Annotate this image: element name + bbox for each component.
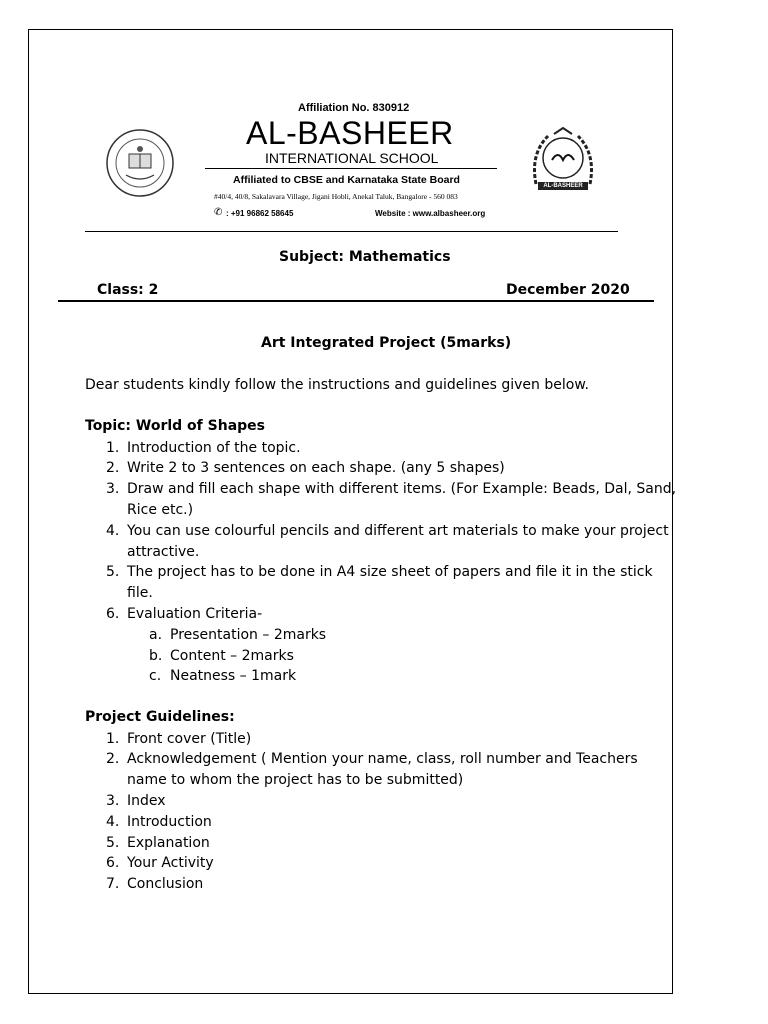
topic-item-text-4-line-2: attractive. <box>127 543 200 560</box>
topic-item-number-5: 5. <box>106 564 120 581</box>
header-bottom-rule <box>85 231 618 232</box>
date-label: December 2020 <box>506 282 630 298</box>
guideline-item-text-2: Acknowledgement ( Mention your name, class, roll number and Teachers <box>127 751 638 768</box>
topic-item-text-5-line-2: file. <box>127 585 153 602</box>
school-website: Website : www.albasheer.org <box>375 209 486 218</box>
header-divider <box>205 168 497 169</box>
guideline-item-text-3: Index <box>127 792 166 809</box>
topic-item-number-4: 4. <box>106 522 120 539</box>
class-label: Class: 2 <box>97 282 159 298</box>
criteria-text-1: Presentation – 2marks <box>170 626 327 643</box>
guideline-item-number-5: 5. <box>106 834 120 851</box>
phone-icon: ✆ <box>214 207 223 218</box>
criteria-letter-2: b. <box>149 647 163 664</box>
topic-item-text-3-line-2: Rice etc.) <box>127 501 194 518</box>
cbse-emblem-icon <box>104 127 176 199</box>
school-subtitle: INTERNATIONAL SCHOOL <box>265 150 439 166</box>
guideline-item-text-4: Introduction <box>127 813 212 830</box>
topic-item-number-2: 2. <box>106 460 120 477</box>
guideline-item-text-7: Conclusion <box>127 876 204 893</box>
topic-item-text-4: You can use colourful pencils and different art materials to make your project <box>127 522 669 539</box>
guideline-item-number-7: 7. <box>106 876 120 893</box>
guideline-item-text-5: Explanation <box>127 834 210 851</box>
topic-item-text-5: The project has to be done in A4 size sheet of papers and file it in the stick <box>127 564 653 581</box>
subject-heading: Subject: Mathematics <box>279 249 451 265</box>
topic-item-number-3: 3. <box>106 481 120 498</box>
guideline-item-number-4: 4. <box>106 813 120 830</box>
topic-item-text-6: Evaluation Criteria- <box>127 605 263 622</box>
school-address: #40/4, 40/8, Sakalavara Village, Jigani Hobli, Anekal Taluk, Bangalore - 560 083 <box>214 192 458 201</box>
topic-heading: Topic: World of Shapes <box>85 418 265 434</box>
topic-item-number-6: 6. <box>106 605 120 622</box>
criteria-letter-1: a. <box>149 626 163 643</box>
class-rule <box>58 300 654 302</box>
intro-text: Dear students kindly follow the instructions and guidelines given below. <box>85 377 589 393</box>
affiliation-boards: Affiliated to CBSE and Karnataka State Board <box>233 174 460 186</box>
guideline-item-number-3: 3. <box>106 792 120 809</box>
guideline-item-number-1: 1. <box>106 730 120 747</box>
guideline-item-number-2: 2. <box>106 751 120 768</box>
project-title: Art Integrated Project (5marks) <box>261 335 512 351</box>
guideline-item-number-6: 6. <box>106 855 120 872</box>
criteria-letter-3: c. <box>149 668 162 685</box>
guideline-item-text-1: Front cover (Title) <box>127 730 252 747</box>
school-name: AL-BASHEER <box>246 115 454 151</box>
school-phone: : +91 96862 58645 <box>226 209 294 218</box>
guideline-item-text-2-line-2: name to whom the project has to be submitted) <box>127 772 464 789</box>
topic-item-text-1: Introduction of the topic. <box>127 439 301 456</box>
topic-item-number-1: 1. <box>106 439 120 456</box>
affiliation-number: Affiliation No. 830912 <box>298 102 410 114</box>
topic-item-text-2: Write 2 to 3 sentences on each shape. (any 5 shapes) <box>127 460 505 477</box>
criteria-text-2: Content – 2marks <box>170 647 294 664</box>
guideline-item-text-6: Your Activity <box>127 855 214 872</box>
crest-banner-text: AL-BASHEER <box>543 183 583 189</box>
guidelines-heading: Project Guidelines: <box>85 709 235 725</box>
criteria-text-3: Neatness – 1mark <box>170 668 297 685</box>
topic-item-text-3: Draw and fill each shape with different items. (For Example: Beads, Dal, Sand, <box>127 481 677 498</box>
